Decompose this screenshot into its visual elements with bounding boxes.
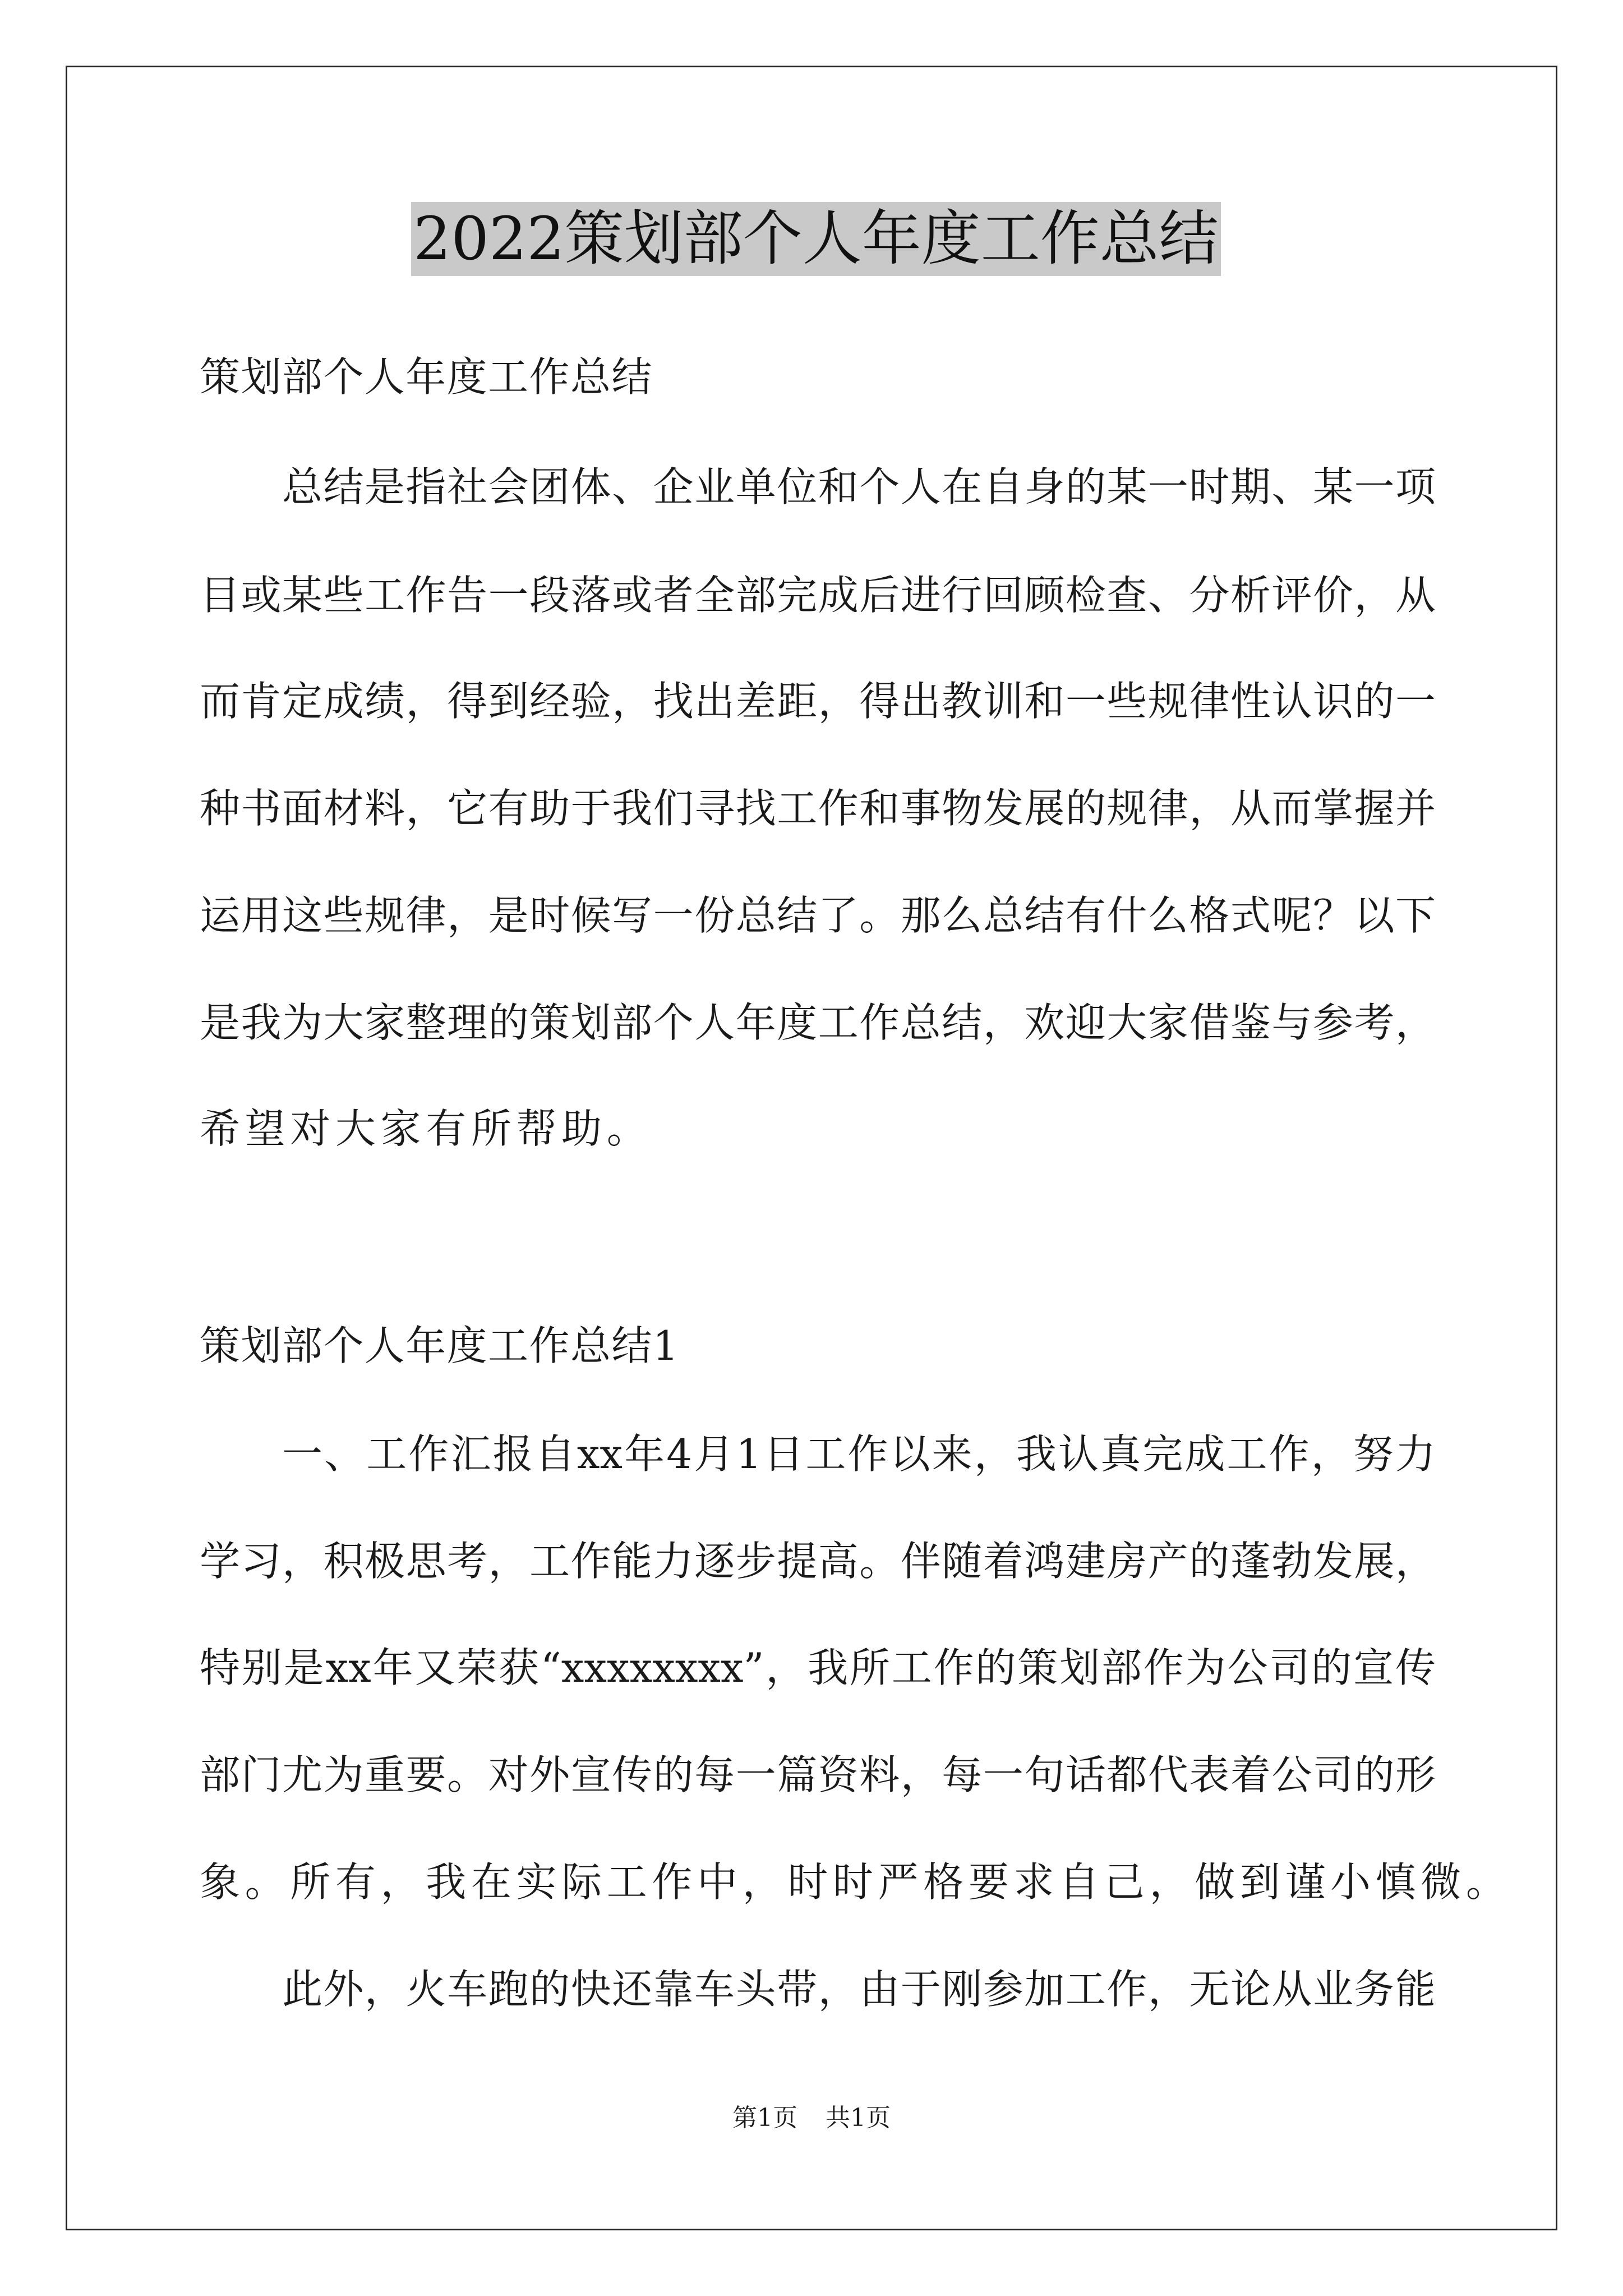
document-subtitle: 策划部个人年度工作总结 bbox=[200, 353, 653, 401]
intro-line: 运用这些规律，是时候写一份总结了。那么总结有什么格式呢？以下 bbox=[200, 892, 1436, 939]
intro-line: 总结是指社会团体、企业单位和个人在自身的某一时期、某一项 bbox=[282, 463, 1436, 510]
document-title: 2022策划部个人年度工作总结 bbox=[411, 202, 1221, 276]
body-line: 学习，积极思考，工作能力逐步提高。伴随着鸿建房产的蓬勃发展， bbox=[200, 1538, 1436, 1585]
intro-line: 希望对大家有所帮助。 bbox=[200, 1105, 652, 1152]
intro-line: 是我为大家整理的策划部个人年度工作总结，欢迎大家借鉴与参考， bbox=[200, 999, 1436, 1046]
intro-line: 种书面材料，它有助于我们寻找工作和事物发展的规律，从而掌握并 bbox=[200, 785, 1436, 832]
intro-line: 目或某些工作告一段落或者全部完成后进行回顾检查、分析评价，从 bbox=[200, 572, 1436, 619]
body-line: 特别是xx年又荣获“xxxxxxxx”，我所工作的策划部作为公司的宣传 bbox=[200, 1644, 1436, 1691]
body-line: 一、工作汇报自xx年4月1日工作以来，我认真完成工作，努力 bbox=[282, 1430, 1436, 1478]
intro-line: 而肯定成绩，得到经验，找出差距，得出教训和一些规律性认识的一 bbox=[200, 678, 1436, 725]
body-line: 此外，火车跑的快还靠车头带，由于刚参加工作，无论从业务能 bbox=[282, 1966, 1436, 2013]
page-total: 共1页 bbox=[826, 2104, 891, 2132]
page-number: 第1页 bbox=[732, 2104, 797, 2132]
body-line: 象。所有，我在实际工作中，时时严格要求自己，做到谨小慎微。 bbox=[200, 1858, 1511, 1906]
body-line: 部门尤为重要。对外宣传的每一篇资料，每一句话都代表着公司的形 bbox=[200, 1751, 1436, 1798]
page-footer bbox=[0, 2101, 1623, 2135]
section-heading: 策划部个人年度工作总结1 bbox=[200, 1322, 680, 1369]
